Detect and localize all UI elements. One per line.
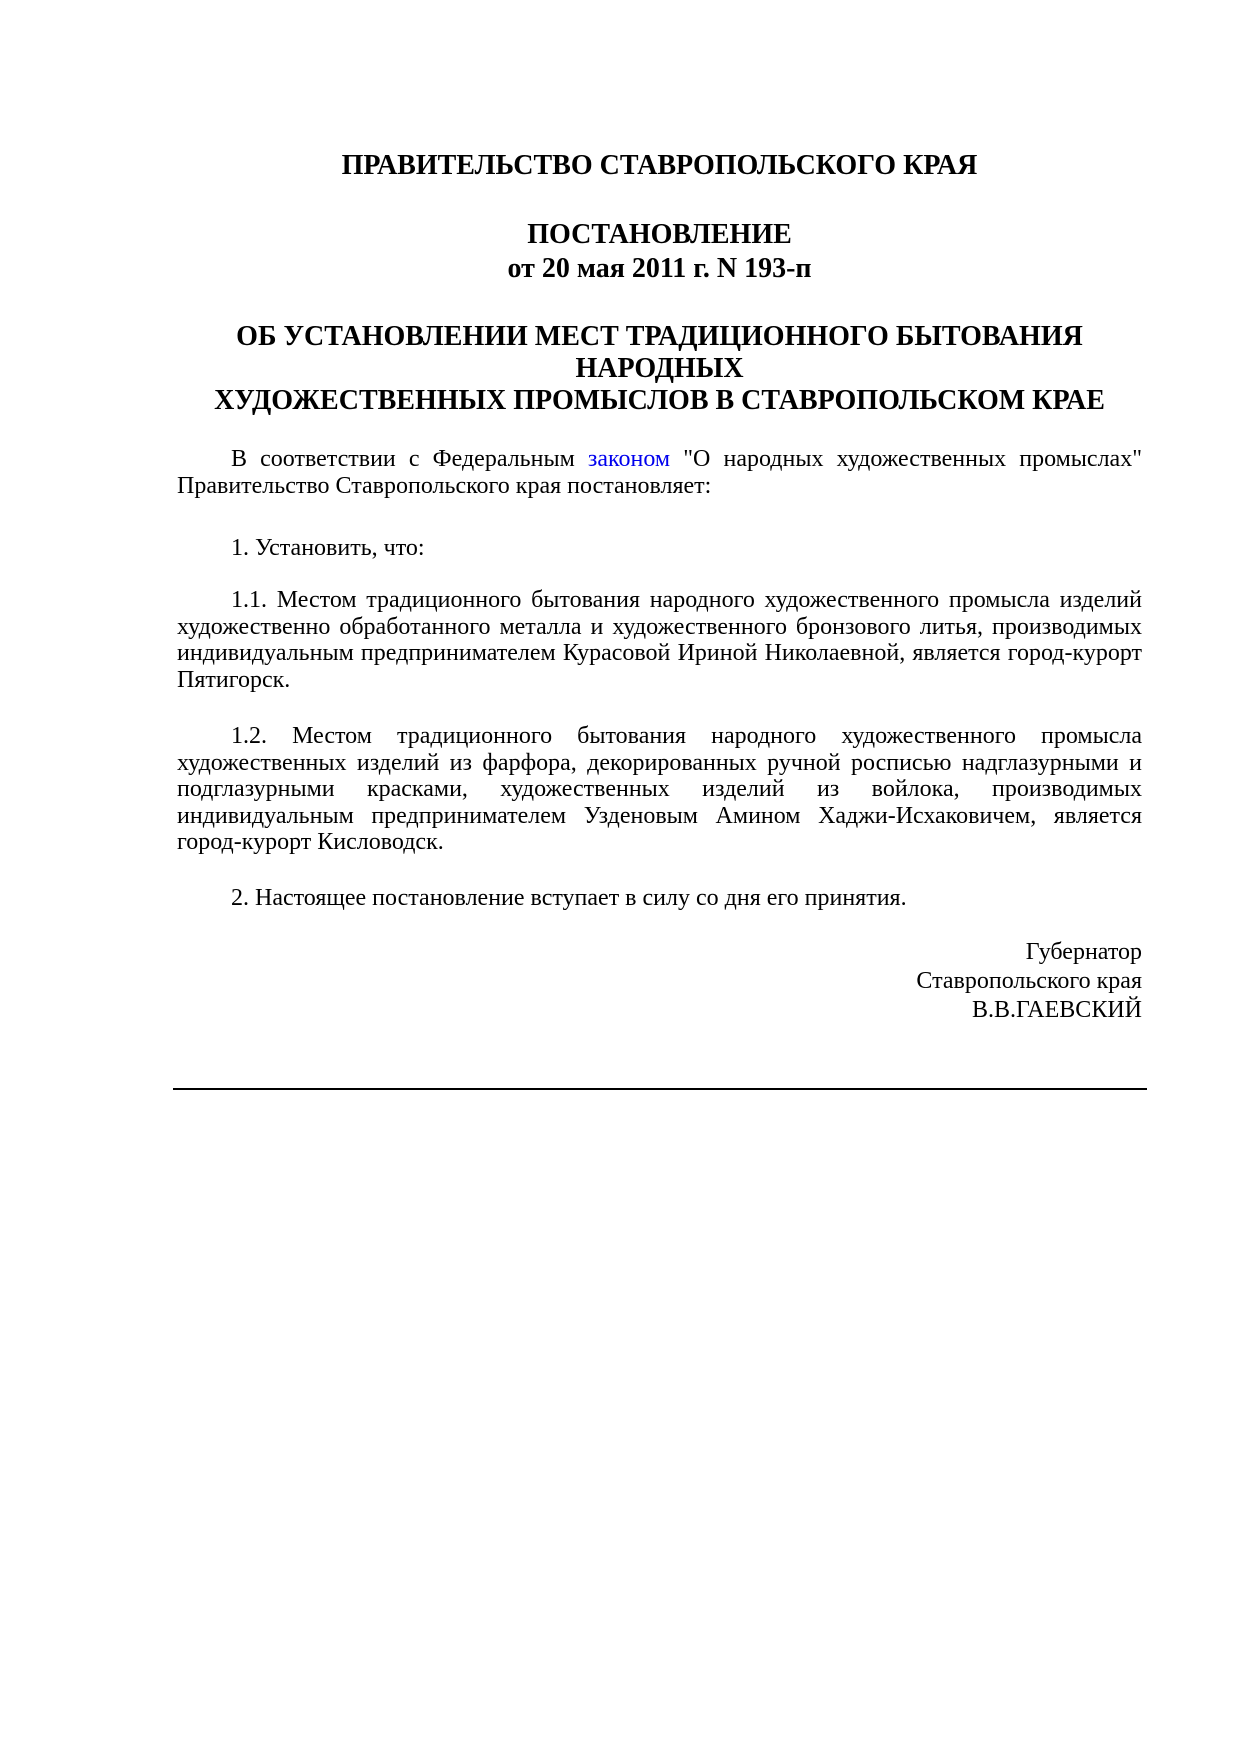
decree-date: от 20 мая 2011 г. N 193-п [507, 253, 812, 284]
signature-name: В.В.ГАЕВСКИЙ [972, 997, 1142, 1023]
intro-text-before-link: В соответствии с Федеральным [231, 446, 588, 472]
item-1-1: 1.1. Местом традиционного бытования народного художественного промысла изделий художественно обработанного металла и художественного бронзового литья, производимых индивидуальным предпринимателем Курасовой Ириной Николаевной, является город-курорт Пятигорск. [177, 587, 1142, 693]
signature-position-line-2: Ставропольского края [916, 968, 1142, 994]
decree-subject [177, 321, 1142, 417]
signature-position-line-1: Губернатор [1025, 939, 1142, 965]
signature-block [177, 938, 1142, 1025]
item-1: 1. Установить, что: [231, 535, 425, 561]
decree-subject-line-1: ОБ УСТАНОВЛЕНИИ МЕСТ ТРАДИЦИОННОГО БЫТОВАНИЯ [236, 321, 1083, 352]
footer-divider [173, 1088, 1147, 1090]
intro-paragraph [177, 446, 1142, 499]
decree-subject-line-3: ХУДОЖЕСТВЕННЫХ ПРОМЫСЛОВ В СТАВРОПОЛЬСКОМ КРАЕ [214, 385, 1105, 416]
decree-type: ПОСТАНОВЛЕНИЕ [527, 219, 792, 250]
item-2: 2. Настоящее постановление вступает в силу со дня его принятия. [231, 885, 907, 911]
item-1-2: 1.2. Местом традиционного бытования народного художественного промысла художественных изделий из фарфора, декорированных ручной росписью надглазурными и подглазурными красками, художественных изделий из войлока, производимых индивидуальным предпринимателем Узденовым Амином Хаджи-Исхаковичем, является город-курорт Кисловодск. [177, 723, 1142, 855]
intro-text-after-link: "О народных художественных промыслах" Правительство Ставропольского края постановляет: [177, 446, 1143, 499]
decree-subject-line-2: НАРОДНЫХ [575, 353, 744, 384]
government-title: ПРАВИТЕЛЬСТВО СТАВРОПОЛЬСКОГО КРАЯ [341, 150, 978, 181]
law-link[interactable]: законом [587, 446, 671, 472]
